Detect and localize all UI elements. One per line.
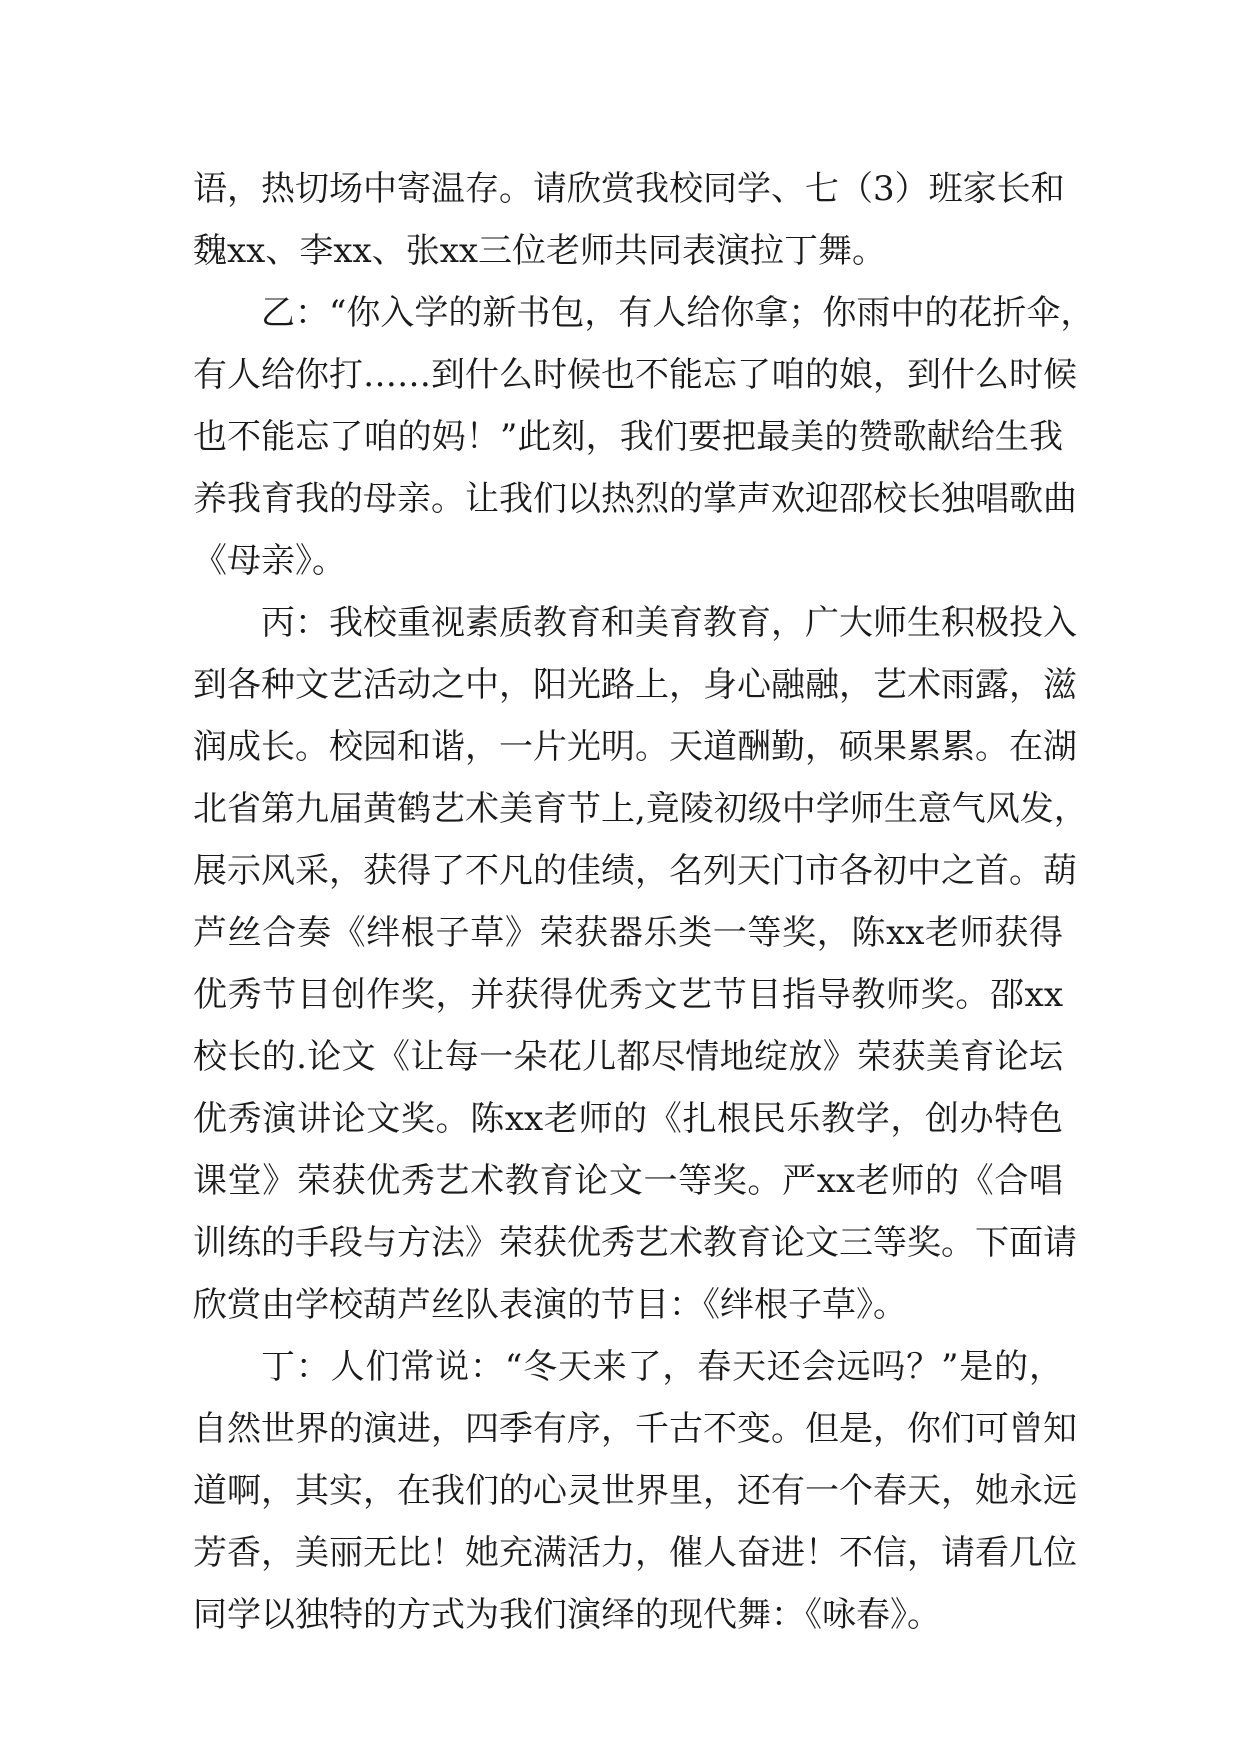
text-line: 乙：“你入学的新书包，有人给你拿；你雨中的花折伞，: [261, 293, 1095, 333]
text-line: 养我育我的母亲。让我们以热烈的掌声欢迎邵校长独唱歌曲: [193, 479, 1077, 519]
text-line: 训练的手段与方法》荣获优秀艺术教育论文三等奖。下面请: [193, 1223, 1077, 1263]
text-line: 道啊，其实，在我们的心灵世界里，还有一个春天，她永远: [193, 1471, 1077, 1511]
text-line: 丁：人们常说：“冬天来了，春天还会远吗？”是的，: [261, 1347, 1063, 1387]
text-line: 芦丝合奏《绊根子草》荣获器乐类一等奖，陈xx老师获得: [193, 913, 1063, 953]
text-line: 优秀节目创作奖，并获得优秀文艺节目指导教师奖。邵xx: [193, 975, 1063, 1015]
text-line: 展示风采，获得了不凡的佳绩，名列天门市各初中之首。葫: [193, 851, 1077, 891]
text-line: 也不能忘了咱的妈！”此刻，我们要把最美的赞歌献给生我: [193, 417, 1063, 457]
text-line: 北省第九届黄鹤艺术美育节上,竟陵初级中学师生意气风发，: [193, 789, 1088, 829]
text-line: 优秀演讲论文奖。陈xx老师的《扎根民乐教学，创办特色: [193, 1099, 1063, 1139]
text-line: 芳香，美丽无比！她充满活力，催人奋进！不信，请看几位: [193, 1533, 1077, 1573]
text-line: 语，热切场中寄温存。请欣赏我校同学、七（3）班家长和: [193, 169, 1065, 209]
text-line: 有人给你打……到什么时候也不能忘了咱的娘，到什么时候: [193, 355, 1077, 395]
text-line: 《母亲》。: [193, 541, 346, 581]
text-line: 魏xx、李xx、张xx三位老师共同表演拉丁舞。: [193, 231, 887, 271]
text-line: 校长的.论文《让每一朵花儿都尽情地绽放》荣获美育论坛: [193, 1037, 1063, 1077]
text-line: 丙：我校重视素质教育和美育教育，广大师生积极投入: [261, 603, 1077, 643]
text-line: 同学以独特的方式为我们演绎的现代舞：《咏春》。: [193, 1595, 941, 1635]
document-body: [193, 158, 1095, 1646]
text-line: 欣赏由学校葫芦丝队表演的节目：《绊根子草》。: [193, 1285, 907, 1325]
text-line: 到各种文艺活动之中，阳光路上，身心融融，艺术雨露，滋: [193, 665, 1077, 705]
text-line: 润成长。校园和谐，一片光明。天道酬勤，硕果累累。在湖: [193, 727, 1077, 767]
text-line: 课堂》荣获优秀艺术教育论文一等奖。严xx老师的《合唱: [193, 1161, 1063, 1201]
text-line: 自然世界的演进，四季有序，千古不变。但是，你们可曾知: [193, 1409, 1077, 1449]
